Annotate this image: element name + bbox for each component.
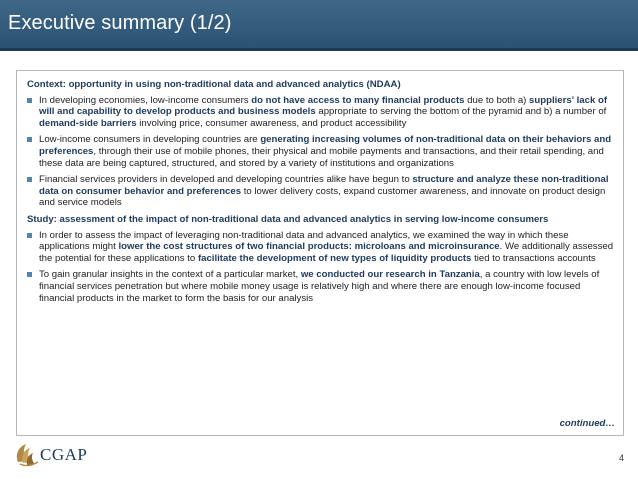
bullet-text: Financial services providers in developed and developing countries alike have begun to	[39, 174, 413, 186]
context-bullets	[27, 95, 615, 209]
bullet-text: due to both a)	[464, 94, 530, 106]
bullet-square-icon	[27, 98, 32, 103]
bullet-item	[27, 174, 615, 209]
bullet-item	[27, 134, 615, 169]
bullet-square-icon	[27, 272, 32, 277]
slide-header	[0, 0, 638, 51]
bullet-text: to lower delivery costs, expand customer awareness, and innovate on product design and service models	[39, 185, 606, 209]
context-heading: Context: opportunity in using non-traditional data and advanced analytics (NDAA)	[27, 79, 401, 90]
bullet-text: In order to assess the impact of leveraging non-traditional data and advanced analytics, we examined the way in which these applications might	[39, 229, 569, 253]
cgap-logo	[14, 438, 114, 468]
logo-text: CGAP	[40, 445, 88, 464]
study-heading: Study: assessment of the impact of non-traditional data and advanced analytics in serving low-income consumers	[27, 213, 549, 225]
bullet-text: . We additionally assessed the potential for these applications to	[39, 241, 614, 264]
bullet-text: tied to transactions accounts	[471, 252, 596, 264]
bullet-highlight-text: do not have access to many financial products	[251, 94, 465, 106]
bullet-text: involving price, consumer awareness, and product accessibility	[136, 117, 407, 129]
bullet-item	[27, 269, 615, 304]
cgap-emblem-icon	[17, 444, 38, 466]
bullet-highlight-text: suppliers' lack of will and capability to develop products and business models	[39, 94, 608, 118]
bullet-text: appropriate to serving the bottom of the pyramid and b) a number of	[315, 106, 607, 118]
body-text	[27, 79, 615, 309]
bullet-text: To gain granular insights in the context of a particular market,	[39, 269, 301, 281]
bullet-highlight-text: we conducted our research in Tanzania	[300, 269, 480, 281]
bullet-text: , through their use of mobile phones, their physical and mobile payments and transactions, and their retail spending, and these data are being captured, structured, and stored by a variety of institutions and organizations	[39, 145, 604, 169]
study-bullets	[27, 230, 615, 305]
bullet-text: Low-income consumers in developing countries are	[39, 134, 261, 146]
content-box	[16, 70, 624, 436]
slide-title: Executive summary (1/2)	[8, 12, 232, 34]
bullet-item	[27, 95, 615, 130]
bullet-highlight-text: structure and analyze these non-traditional data on consumer behavior and preferences	[39, 174, 609, 197]
bullet-text: , a country with low levels of financial services penetration but where mobile money usage is relatively high and where there are enough low-income focused financial products in the market to form the basis for our analysis	[39, 269, 600, 304]
bullet-highlight-text: facilitate the development of new types of liquidity products	[197, 252, 472, 264]
bullet-square-icon	[27, 233, 32, 238]
bullet-highlight-text: generating increasing volumes of non-traditional data on their behaviors and preferences	[39, 134, 612, 157]
continued-label: continued…	[559, 418, 615, 429]
bullet-highlight-text: lower the cost structures of two financial products: microloans and microinsurance	[118, 241, 500, 253]
bullet-text: In developing economies, low-income consumers	[39, 94, 252, 106]
bullet-square-icon	[27, 177, 32, 182]
bullet-square-icon	[27, 137, 32, 142]
bullet-item	[27, 230, 615, 265]
bullet-highlight-text: demand-side barriers	[39, 117, 137, 129]
slide-footer	[0, 436, 638, 479]
page-number: 4	[618, 453, 624, 463]
